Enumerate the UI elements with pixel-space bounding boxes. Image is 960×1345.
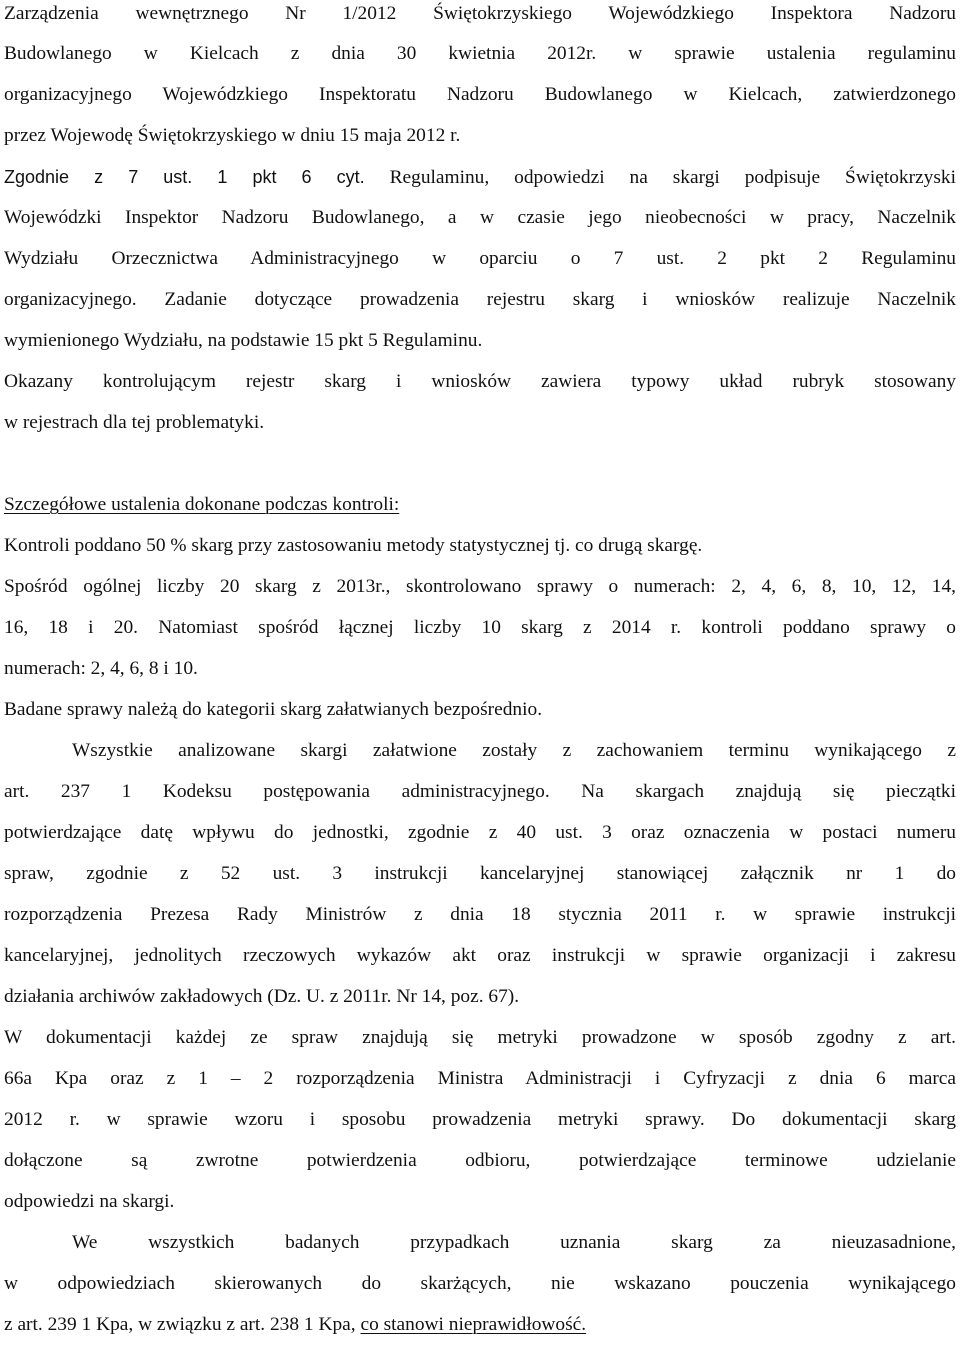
signing-line-prefix: Zgodnie z 7 ust. 1 pkt 6 cyt.	[4, 167, 365, 187]
sampling-text: Kontroli poddano 50 % skarg przy zastosowaniu metody statystycznej tj. co drugą skargę.	[4, 535, 703, 556]
intro-line: Zarządzenia wewnętrznego Nr 1/2012 Świętokrzyskiego Wojewódzkiego Inspektora Nadzoru	[4, 3, 956, 24]
deadline-line: Wszystkie analizowane skargi załatwione zostały z zachowaniem terminu wynikającego z	[72, 740, 956, 761]
unfounded-line: w odpowiedziach skierowanych do skarżących, nie wskazano pouczenia wynikającego	[4, 1273, 956, 1294]
register-line: Okazany kontrolującym rejestr skarg i wniosków zawiera typowy układ rubryk stosowany	[4, 371, 956, 392]
metrics-line: dołączone są zwrotne potwierdzenia odbioru, potwierdzające terminowe udzielanie	[4, 1150, 956, 1171]
register-line: w rejestrach dla tej problematyki.	[4, 412, 265, 433]
cases-line: 16, 18 i 20. Natomiast spośród łącznej liczby 10 skarg z 2014 r. kontroli poddano sprawy o	[4, 617, 956, 638]
signing-line-rest: Regulaminu, odpowiedzi na skargi podpisuje Świętokrzyski	[364, 167, 956, 188]
metrics-line: odpowiedzi na skargi.	[4, 1191, 175, 1212]
irregularity-conclusion: co stanowi nieprawidłowość.	[360, 1314, 587, 1335]
signing-line	[4, 163, 956, 191]
metrics-line: 2012 r. w sprawie wzoru i sposobu prowadzenia metryki sprawy. Do dokumentacji skarg	[4, 1109, 956, 1130]
intro-line: organizacyjnego Wojewódzkiego Inspektoratu Nadzoru Budowlanego w Kielcach, zatwierdzonego	[4, 84, 956, 105]
category-text: Badane sprawy należą do kategorii skarg załatwianych bezpośrednio.	[4, 699, 543, 720]
deadline-line: spraw, zgodnie z 52 ust. 3 instrukcji kancelaryjnej stanowiącej załącznik nr 1 do	[4, 863, 956, 884]
deadline-line: kancelaryjnej, jednolitych rzeczowych wykazów akt oraz instrukcji w sprawie organizacji i zakresu	[4, 945, 956, 966]
deadline-line: rozporządzenia Prezesa Rady Ministrów z dnia 18 stycznia 2011 r. w sprawie instrukcji	[4, 904, 956, 925]
intro-line: przez Wojewodę Świętokrzyskiego w dniu 15 maja 2012 r.	[4, 125, 461, 146]
deadline-line: potwierdzające datę wpływu do jednostki, zgodnie z 40 ust. 3 oraz oznaczenia w postaci numeru	[4, 822, 956, 843]
cases-line: Spośród ogólnej liczby 20 skarg z 2013r., skontrolowano sprawy o numerach: 2, 4, 6, 8, 10, 12, 14,	[4, 576, 956, 597]
final-line-prefix: z art. 239 1 Kpa, w związku z art. 238 1 Kpa,	[4, 1314, 361, 1335]
deadline-line: art. 237 1 Kodeksu postępowania administracyjnego. Na skargach znajdują się pieczątki	[4, 781, 956, 802]
signing-line: Wojewódzki Inspektor Nadzoru Budowlanego, a w czasie jego nieobecności w pracy, Naczelnik	[4, 207, 956, 228]
deadline-line: działania archiwów zakładowych (Dz. U. z 2011r. Nr 14, poz. 67).	[4, 986, 520, 1007]
findings-heading: Szczegółowe ustalenia dokonane podczas kontroli:	[4, 494, 400, 515]
unfounded-line: We wszystkich badanych przypadkach uznania skarg za nieuzasadnione,	[72, 1232, 956, 1253]
cases-line: numerach: 2, 4, 6, 8 i 10.	[4, 658, 198, 679]
signing-line: wymienionego Wydziału, na podstawie 15 pkt 5 Regulaminu.	[4, 330, 483, 351]
signing-line: Wydziału Orzecznictwa Administracyjnego w oparciu o 7 ust. 2 pkt 2 Regulaminu	[4, 248, 956, 269]
metrics-line: W dokumentacji każdej ze spraw znajdują się metryki prowadzone w sposób zgodny z art.	[4, 1027, 956, 1048]
metrics-line: 66a Kpa oraz z 1 – 2 rozporządzenia Ministra Administracji i Cyfryzacji z dnia 6 marca	[4, 1068, 956, 1089]
signing-line: organizacyjnego. Zadanie dotyczące prowadzenia rejestru skarg i wniosków realizuje Naczelnik	[4, 289, 956, 310]
intro-line: Budowlanego w Kielcach z dnia 30 kwietnia 2012r. w sprawie ustalenia regulaminu	[4, 43, 956, 64]
final-line	[4, 1311, 956, 1339]
